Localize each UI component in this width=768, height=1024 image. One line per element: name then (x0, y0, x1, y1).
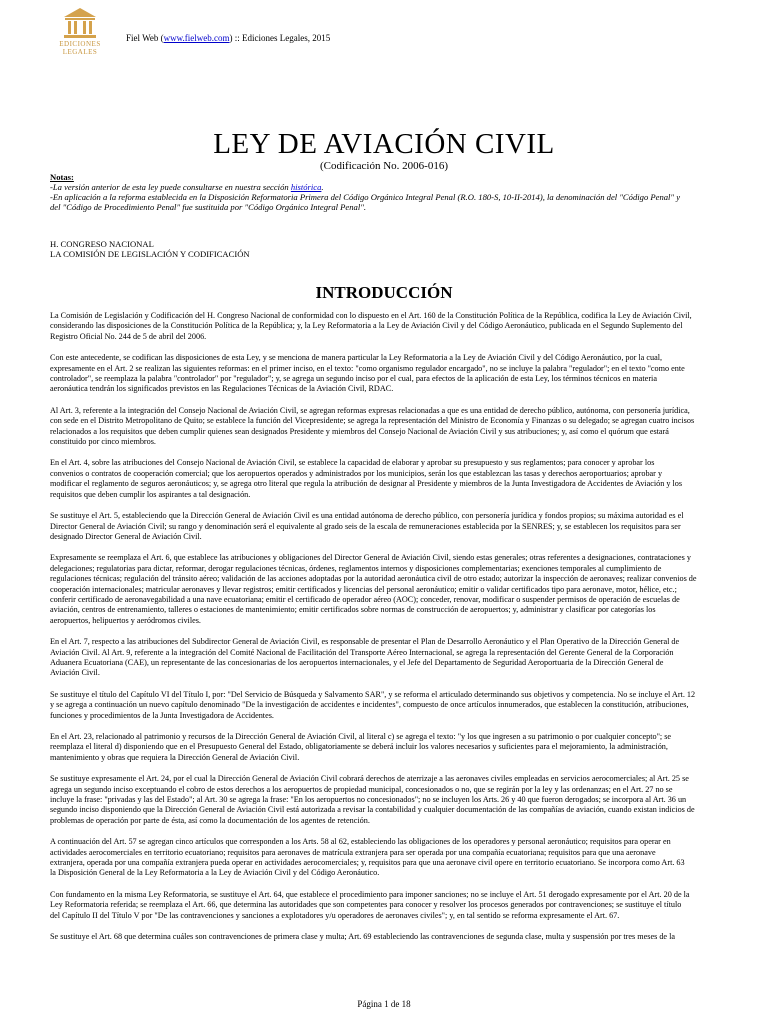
paragraph-line: regulaciones técnicas; regulación del tránsito aéreo; validación de las acciones adoptadas por la autoridad aeronáutica civil de otro estado; autorizar la inspección de aeronaves; realizar convenios de (50, 574, 697, 584)
congress-line-1: H. CONGRESO NACIONAL (50, 239, 154, 249)
ediciones-legales-logo (50, 6, 110, 66)
paragraph-line: Registro Oficial No. 244 de 5 de abril del 2006. (50, 331, 207, 341)
paragraph-line: considerando las disposiciones de la Constitución Política de la República; y, la Ley Reformatoria a la Ley de Aviación Civil y del Código Aeronáutico, publicada en el Segundo Suplemento del (50, 321, 683, 331)
body-paragraph (50, 511, 762, 542)
paragraph-line: constituido por cinco miembros. (50, 437, 156, 447)
note-2-line-2: del "Código de Procedimiento Penal" fue sustituida por "Código Orgánico Integral Penal". (50, 202, 366, 212)
paragraph-line: Se sustituye el título del Capítulo VI del Título I, por: "Del Servicio de Búsqueda y Salvamento SAR", y se reforma el articulado determinando sus objetivos y competencia. No se incluye el Art. 12 (50, 689, 696, 699)
note-1 (50, 182, 762, 192)
document-subtitle: (Codificación No. 2006-016) (320, 160, 448, 172)
congress-line-2: LA COMISIÓN DE LEGISLACIÓN Y CODIFICACIÓN (50, 249, 250, 259)
header-source-line (126, 33, 330, 43)
paragraph-line: segundo inciso disponiendo que la Dirección General de Aviación Civil está autorizada a revisar la contabilidad y cualquier documentación de las compañías de aviación, cuando existan indicios de (50, 805, 695, 815)
paragraph-line: En el Art. 7, respecto a las atribuciones del Subdirector General de Aviación Civil, es responsable de presentar el Plan de Desarrollo Aeronáutico y el Plan Operativo de la Dirección General de (50, 637, 680, 647)
paragraph-line: actividades aerocomerciales en territorio ecuatoriano; requisitos para aeronaves de matrícula extranjera para ser operada por una compañía ecuatoriana; requisitos para que una aeronave (50, 847, 656, 857)
body-paragraph (50, 637, 762, 679)
paragraph-line: aeronáutica tendrán los significados previstos en las Regulaciones Técnicas de la Aviación Civil, RDAC. (50, 384, 394, 394)
paragraph-line: convenios o contratos de cooperación comercial; que los aeropuertos operados y administrados por los municipios, serán los que establezcan las tasas y derechos aeroportuarios; aprobar y (50, 468, 663, 478)
paragraph-line: cooperación internacionales; matricular aeronaves y llevar registros; emitir certificados y licencias del personal aeronáutico; emitir o validar certificados tipo para aeronave, motor, hélice, etc.; (50, 584, 677, 594)
header-prefix: Fiel Web ( (126, 33, 164, 43)
paragraph-line: problemas de operación por parte de ésta, así como la documentación de los agentes de retención. (50, 815, 370, 825)
paragraph-line: Aviación Civil. Al Art. 9, referente a la integración del Comité Nacional de Facilitación del Transporte Aéreo Internacional, se agrega la representación del Gerente General de la Corporación (50, 647, 674, 657)
header-suffix: ) :: Ediciones Legales, 2015 (229, 33, 331, 43)
temple-icon (62, 6, 98, 40)
paragraph-line: aviación, centros de entrenamiento, talleres o estaciones de mantenimiento; emitir certificados sobre normas de construcción de aeropuertos; y, administrar y clasificar por categorías los (50, 605, 656, 615)
paragraph-line: Con este antecedente, se codifican las disposiciones de esta Ley, y se menciona de manera particular la Ley Reformatoria a la Ley de Aviación Civil y del Código Aeronáutico, por la cual, (50, 353, 663, 363)
body-paragraph (50, 406, 762, 448)
paragraph-line: requisitos que deben cumplir los aspirantes a tal designación. (50, 489, 251, 499)
body-paragraph (50, 837, 762, 879)
paragraph-line: Ley Reformatoria referida; se reemplaza el Art. 66, que determina las autoridades que son competentes para conocer y resolver los procesos generados por contravenciones; se sustituye el título (50, 900, 682, 910)
paragraph-line: con sede en el Distrito Metropolitano de Quito; se establece la función del Vicepresidente; se agrega la representación del Ministro de Economía y Finanzas o su delegado; se agregan cuatro incisos (50, 416, 695, 426)
page-number: Página 1 de 18 (357, 999, 411, 1009)
paragraph-line: extranjera, operada por una compañía extranjera pueda operar en actividades aerocomerciales; y, requisitos para que una aeronave civil opere en territorio ecuatoriano. Se incorpora como Art. 63 (50, 858, 685, 868)
paragraph-line: incluye la frase: "privadas y las del Estado"; al Art. 30 se agrega la frase: "En los aeropuertos no concesionados"; no se incluyen los Arts. 26 y 40 que fueron derogados; se incorpora al Art. 36 un (50, 795, 687, 805)
paragraph-line: Al Art. 3, referente a la integración del Consejo Nacional de Aviación Civil, se agregan reformas expresas relacionadas a que es una entidad de derecho público, autónoma, con personería jurídica, (50, 405, 690, 415)
body-paragraph (50, 311, 762, 342)
paragraph-line: aeropuertos, helipuertos y aeródromos civiles. (50, 615, 201, 625)
paragraph-line: Se sustituye el Art. 68 que determina cuáles son contravenciones de primera clase y multa; Art. 69 estableciendo las contravenciones de segunda clase, multa y suspensión por tres meses de la (50, 932, 676, 942)
body-paragraph (50, 553, 762, 626)
paragraph-line: Se sustituye el Art. 5, estableciendo que la Dirección General de Aviación Civil es una entidad autónoma de derecho público, con personería jurídica y fondos propios; su máxima autoridad es el (50, 511, 684, 521)
fielweb-link[interactable]: www.fielweb.com (163, 33, 230, 43)
document-title: LEY DE AVIACIÓN CIVIL (213, 128, 555, 160)
paragraph-line: reemplaza el literal d) disponiendo que en el Presupuesto General del Estado, obligatoriamente se deberá incluir los valores necesarios y suficientes para el mejoramiento, la administración, (50, 742, 668, 752)
paragraph-line: Aviación Civil. (50, 668, 100, 678)
body-paragraph (50, 353, 762, 395)
paragraph-line: la Disposición General de la Ley Reformatoria a la Ley de Aviación Civil y del Código Aeronáutico. (50, 868, 380, 878)
logo-line-2: LEGALES (62, 48, 98, 56)
paragraph-line: En el Art. 23, relacionado al patrimonio y recursos de la Dirección General de Aviación Civil, al literal c) se agrega el texto: "y los que ingresen a su patrimonio o por cualquier concepto"; se (50, 732, 672, 741)
paragraph-line: expresamente en el Art. 2 se realizan las siguientes reformas: en el primer inciso, en el texto: "como organismo regulador encargado", no se incluye la palabra "regulador"; en el texto "como ente (50, 363, 685, 373)
introduction-heading: INTRODUCCIÓN (315, 283, 453, 302)
paragraph-line: Se sustituye expresamente el Art. 24, por el cual la Dirección General de Aviación Civil cobrará derechos de aterrizaje a las aeronaves civiles empleadas en servicios aerocomerciales; al Art. 25 se (50, 774, 689, 784)
paragraph-line: funciones y procedimientos de la Junta Investigadora de Accidentes. (50, 710, 274, 720)
body-paragraph (50, 690, 762, 721)
paragraph-line: conferir certificado de aeronavegabilidad a una nave ecuatoriana; emitir el certificado de operador aéreo (AOC); conceder, renovar, modificar o suspender permisos de operación de escuelas de (50, 594, 680, 604)
paragraph-line: controlador", se reemplaza la palabra "controlador" por "regulador"; y, se agrega un segundo inciso por el cual, para efectos de la aplicación de esta Ley, los términos técnicos en materia (50, 374, 657, 384)
paragraph-line: y se agrega a continuación un nuevo capítulo denominado "De la investigación de accidentes e incidentes", compuesto de once artículos innumerados, que establecen la constitución, atribuciones, (50, 700, 689, 710)
paragraph-line: Expresamente se reemplaza el Art. 6, que establece las atribuciones y obligaciones del Director General de Aviación Civil, siendo estas generales; otras referentes a designaciones, contrataciones y (50, 553, 691, 563)
paragraph-line: La Comisión de Legislación y Codificación del H. Congreso Nacional de conformidad con lo dispuesto en el Art. 160 de la Constitución Política de la República, codifica la Ley de Aviación Civil, (50, 311, 692, 320)
paragraph-line: relacionados a los requisitos que deben cumplir quienes sean designados Presidente y miembros del Consejo Nacional de Aviación Civil y sus atribuciones; y, así como el quórum que estará (50, 426, 669, 436)
paragraph-line: Director General de Aviación Civil; su rango y denominación será el equivalente al grado seis de la escala de remuneraciones establecida por la SENRES; y, se establecen los requisitos para ser (50, 521, 681, 531)
body-paragraph (50, 932, 762, 942)
paragraph-line: En el Art. 4, sobre las atribuciones del Consejo Nacional de Aviación Civil, se establece la capacidad de elaborar y aprobar su presupuesto y sus reglamentos; para conocer y aprobar los (50, 458, 655, 468)
page-header (50, 6, 760, 66)
document-body (50, 311, 762, 954)
paragraph-line: Aduanera Ecuatoriana (CAE), un representante de las concesionarias de los aeropuertos internacionales, y el Jefe del Departamento de Seguridad Aeroportuaria de la Dirección General de (50, 657, 664, 667)
body-paragraph (50, 890, 762, 921)
congress-block (50, 239, 250, 259)
paragraph-line: delegaciones; regulatorias para dictar, reformar, derogar regulaciones técnicas, órdenes, reglamentos internos y disposiciones complementarias; exenciones temporales al cumplimiento de (50, 563, 662, 573)
paragraph-line: modificar el reglamento de seguros aeronáuticos; y, se agrega otro literal que regula la atribución de designar al Presidente y miembros de la Junta Investigadora de Accidentes de Aviación y los (50, 479, 683, 489)
paragraph-line: A continuación del Art. 57 se agregan cinco artículos que corresponden a los Arts. 58 al 62, estableciendo las obligaciones de los operadores y personal aeronáutico; requisitos para operar en (50, 837, 671, 847)
paragraph-line: designado Director General de Aviación Civil. (50, 531, 202, 541)
note-1-end: . (321, 182, 324, 192)
paragraph-line: del Capítulo II del Título V por "De las contravenciones y sanciones a explotadores y/u operadores de aeronaves civiles"; y, en tal sentido se reforma expresamente el Art. 67. (50, 910, 620, 920)
notes-block (50, 172, 762, 212)
paragraph-line: mantenimiento y obras que requiera la Dirección General de Aviación Civil. (50, 752, 300, 762)
body-paragraph (50, 774, 762, 826)
note-1-text: -La versión anterior de esta ley puede consultarse en nuestra sección (50, 182, 291, 192)
paragraph-line: agrega un segundo inciso exceptuando el cobro de estos derechos a los aeropuertos de propiedad municipal, concesionados o no, que se regirán por la ley y las ordenanzas; en el Art. 27 no se (50, 784, 673, 794)
body-paragraph (50, 458, 762, 500)
note-2-line-1: -En aplicación a la reforma establecida en la Disposición Reformatoria Primera del Código Orgánico Integral Penal (R.O. 180-S, 10-II-2014), la denominación del "Código Penal" y (50, 192, 681, 202)
historica-link[interactable]: histórica (290, 182, 322, 192)
notes-heading: Notas: (50, 172, 74, 182)
paragraph-line: Con fundamento en la misma Ley Reformatoria, se sustituye el Art. 64, que establece el procedimiento para imponer sanciones; no se incluye el Art. 51 derogado expresamente por el Art. 20 de la (50, 889, 690, 899)
body-paragraph (50, 732, 762, 763)
logo-line-1: EDICIONES (59, 40, 101, 48)
